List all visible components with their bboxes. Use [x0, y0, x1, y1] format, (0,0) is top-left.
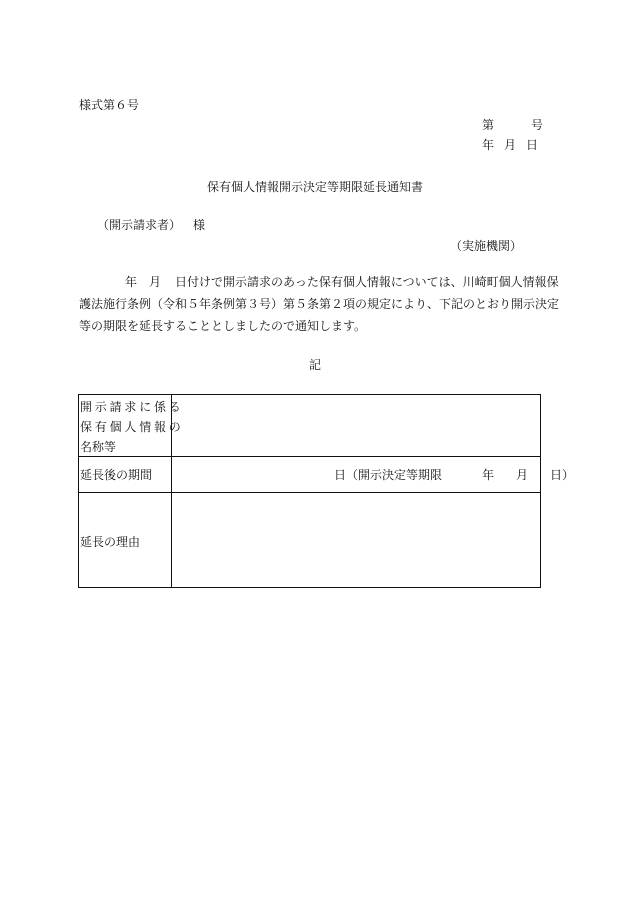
issue-date	[482, 139, 538, 151]
requested-info-label-cell	[79, 395, 184, 456]
issue-date-year: 年	[482, 138, 495, 152]
details-table	[78, 394, 575, 588]
issue-date-day: 日	[526, 138, 539, 152]
issue-date-month: 月	[504, 138, 517, 152]
extension-reason-label-cell	[79, 493, 172, 587]
extended-period-label: 延長後の期間	[80, 468, 153, 482]
extended-period-close: 日）	[550, 468, 575, 482]
document-number	[482, 119, 543, 131]
addressee-name: （開示請求者）	[97, 218, 182, 232]
table-row-extended-period	[79, 457, 575, 493]
extended-period-month: 月	[516, 468, 529, 482]
table-row-extension-reason	[79, 493, 540, 587]
extended-period-label-cell	[79, 457, 172, 492]
document-number-prefix: 第	[482, 118, 495, 132]
document-number-suffix: 号	[531, 118, 544, 132]
addressee-honorific: 様	[193, 218, 206, 232]
requested-info-label-line-3: 名称等	[80, 440, 117, 454]
table-row-requested-info	[79, 395, 540, 457]
extended-period-value	[334, 469, 574, 481]
body-year: 年	[125, 275, 138, 289]
requested-info-label-line-2: 保有個人情報の	[80, 420, 184, 434]
body-month: 月	[149, 275, 162, 289]
document-title: 保有個人情報開示決定等期限延長通知書	[206, 180, 423, 194]
body-paragraph-line-2: 護法施行条例（令和５年条例第３号）第５条第２項の規定により、下記のとおり開示決定	[79, 297, 560, 311]
addressee	[97, 219, 205, 231]
form-number: 様式第６号	[79, 98, 140, 112]
extended-period-year: 年	[482, 468, 495, 482]
requested-info-label-line-1: 開示請求に係る	[80, 400, 184, 414]
body-line-1-text: 日付けで開示請求のあった保有個人情報については、川崎町個人情報保	[175, 275, 559, 289]
ki-heading: 記	[308, 358, 321, 372]
extension-reason-label: 延長の理由	[80, 535, 141, 549]
body-paragraph-line-3: 等の期限を延長することとしましたので通知します。	[79, 319, 367, 333]
extended-period-day: 日（開示決定等期限	[334, 468, 443, 482]
body-paragraph-line-1	[79, 275, 559, 289]
implementing-agency: （実施機関）	[450, 239, 523, 253]
